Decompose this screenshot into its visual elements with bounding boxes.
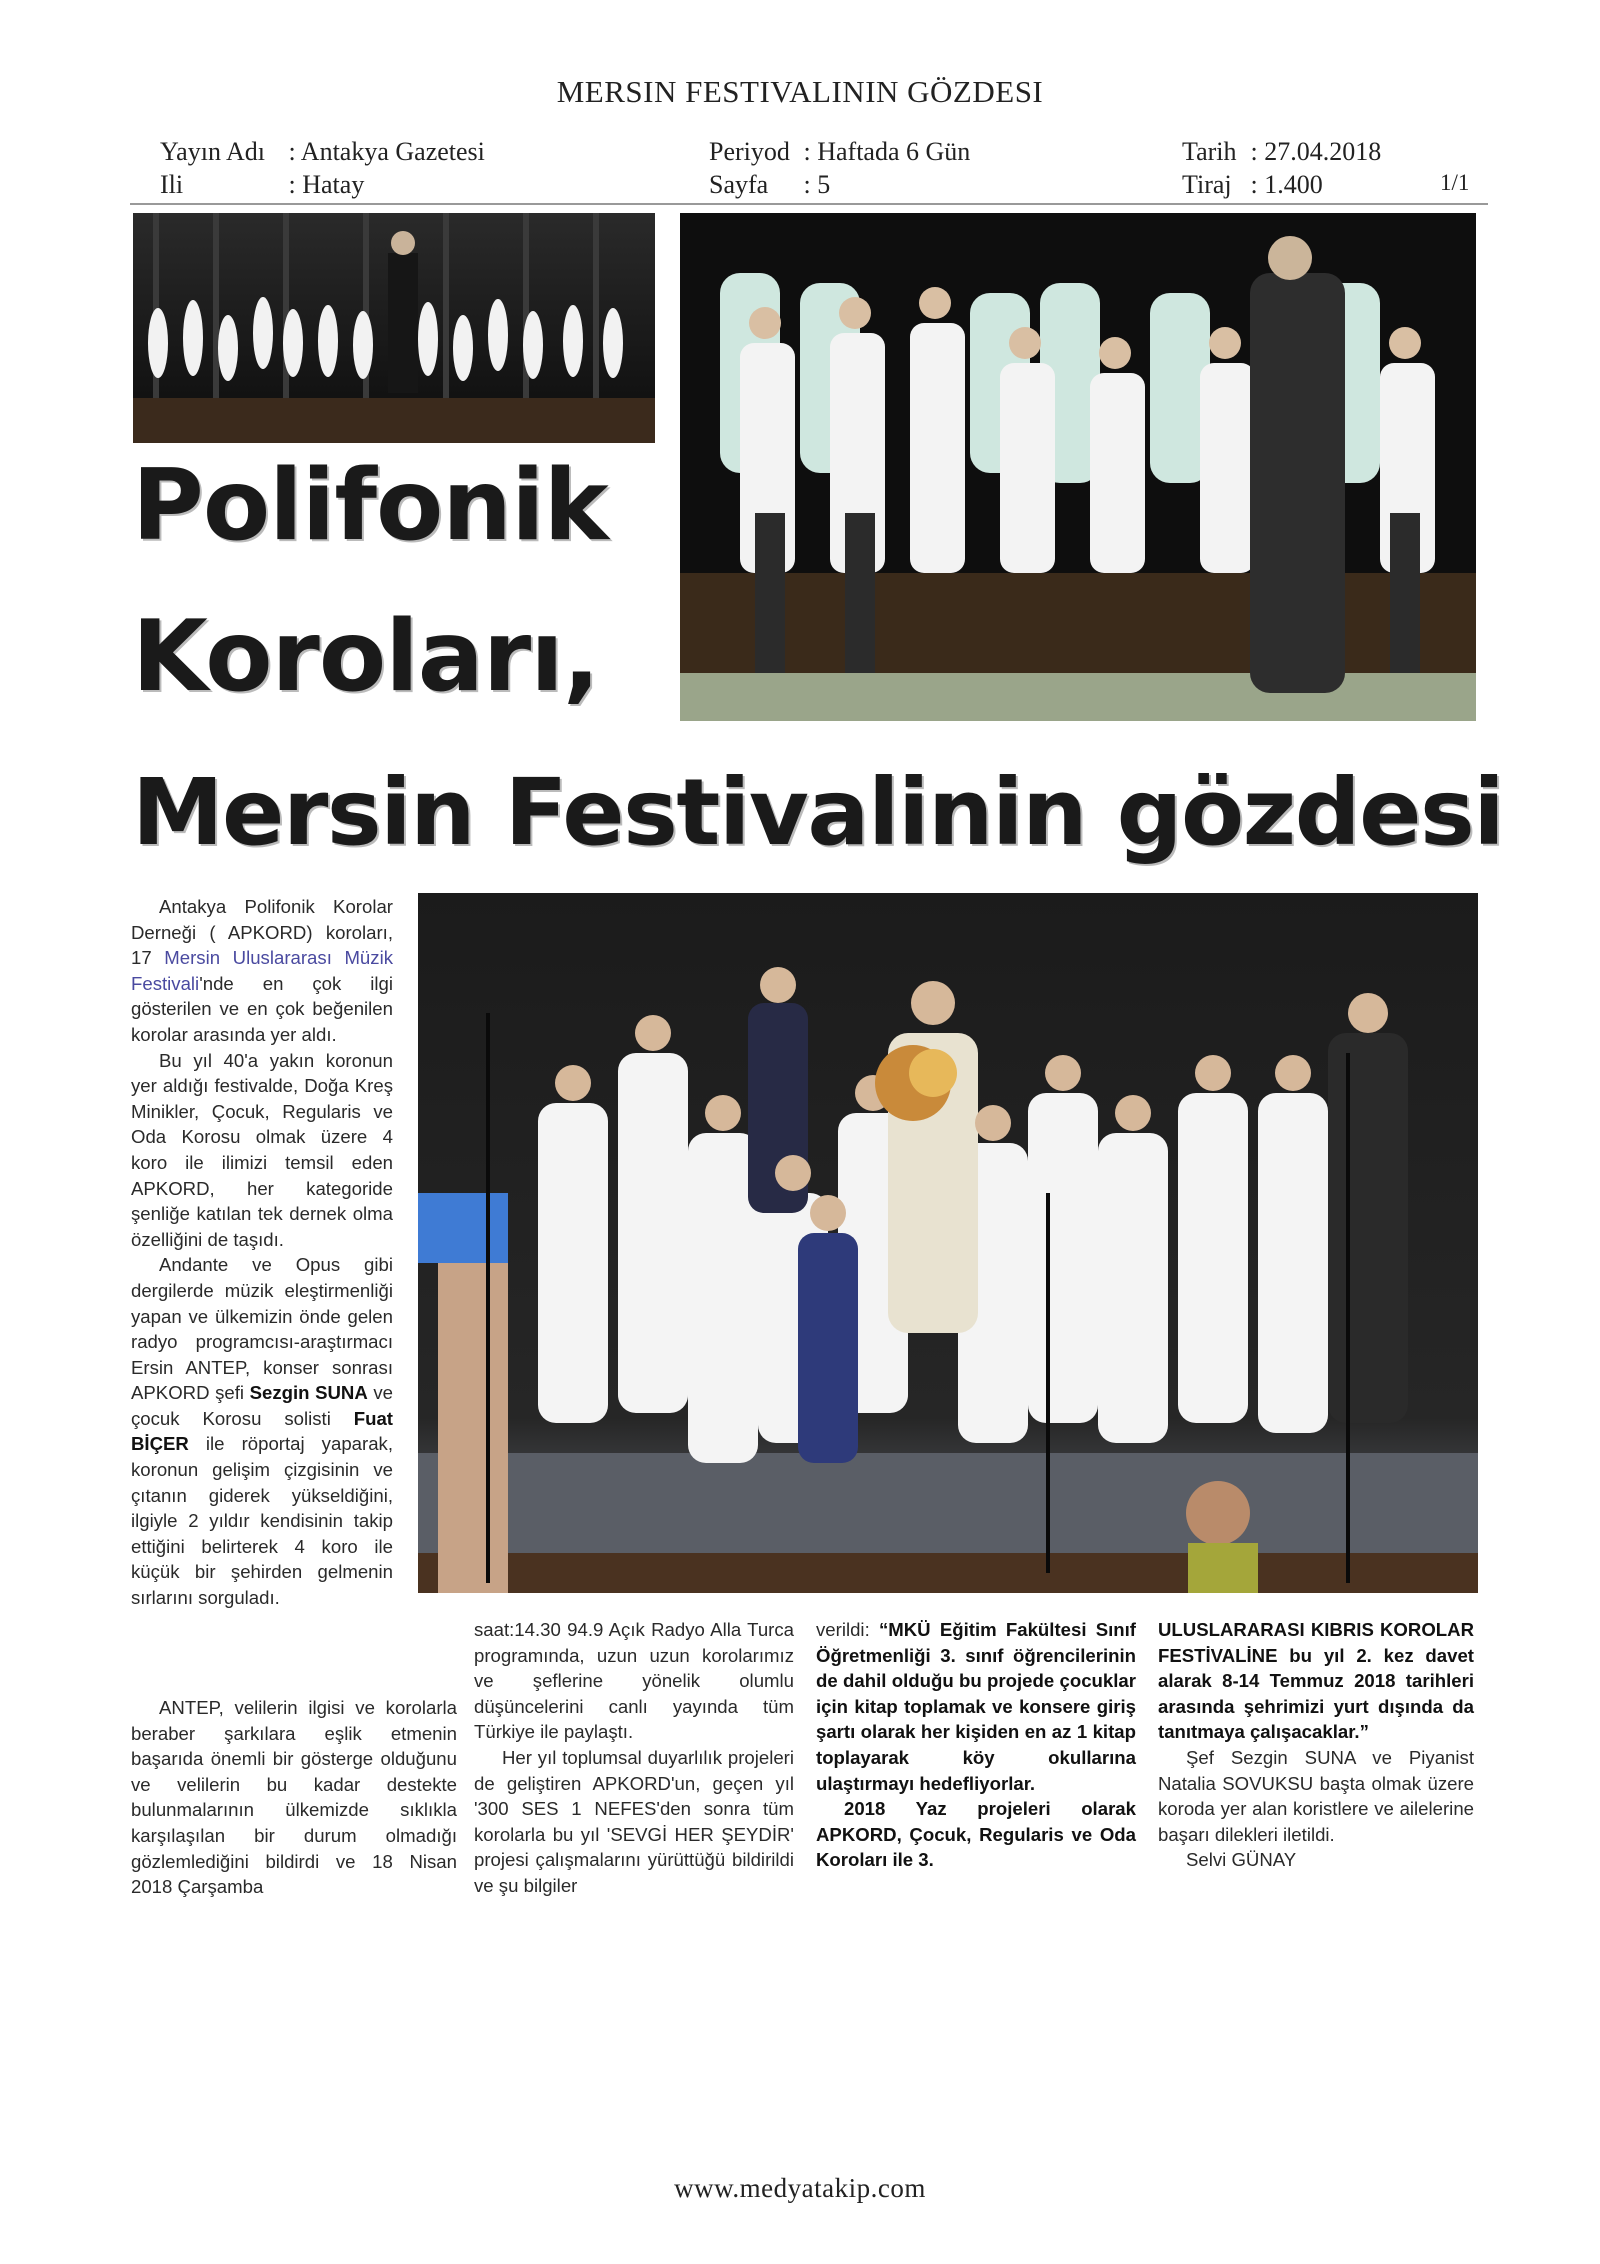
meta-yayin: Yayın Adı : Antakya Gazetesi [160,137,485,166]
meta-tarih-value: 27.04.2018 [1264,137,1382,166]
choir-photo-graphic [680,213,1476,721]
meta-yayin-label: Yayın Adı [160,137,266,166]
meta-periyod-value: Haftada 6 Gün [817,137,971,166]
meta-tarih-label: Tarih [1182,137,1237,166]
meta-tiraj: Tiraj : 1.400 [1182,170,1323,199]
paragraph: ULUSLARARASI KIBRIS KOROLAR FESTİVALİNE bu yıl 2. kez davet alarak 8-14 Temmuz 2018 tarihleri arasında şehrimizi yurt dışında da tanıtmaya çalışacaklar.” [1158,1619,1474,1743]
meta-periyod: Periyod : Haftada 6 Gün [709,137,971,166]
meta-periyod-label: Periyod [709,137,790,166]
meta-sayfa: Sayfa : 5 [709,170,831,199]
paragraph: 2018 Yaz projeleri olarak APKORD, Çocuk, Regularis ve Oda Koroları ile 3. [816,1798,1136,1871]
meta-il-label: Ili [160,170,184,199]
document-title: MERSIN FESTIVALININ GÖZDESI [556,74,1044,109]
bold-text: Fuat BİÇER [131,1407,393,1455]
paragraph [131,1252,393,1610]
footer-url[interactable]: www.medyatakip.com [674,2173,926,2203]
headline-line1: Polifonik [132,449,608,563]
bold-text: “MKÜ Eğitim Fakültesi Sınıf Öğretmenliği 3. sınıf öğrencilerinin de dahil olduğu bu projede çocuklar için kitap toplamak ve konsere giriş şartı olarak her kişiden en az 1 kitap toplayarak köy okullarına ulaştırmayı hedefliyorlar. [816,1619,1136,1794]
photo-main [418,893,1478,1593]
article-column-1-lower [131,1695,457,1900]
text: Andante ve Opus gibi dergilerde müzik eleştirmenliği yapan ve ülkemizin önde gelen radyo programcısı-araştırmacı Ersin ANTEP, konser sonrası APKORD şefi [131,1254,393,1404]
meta-tiraj-label: Tiraj [1182,170,1232,199]
meta-tiraj-value: 1.400 [1264,170,1323,199]
meta-sayfa-value: 5 [817,170,831,199]
headline-line3: Mersin Festivalinin gözdesi [132,759,1504,866]
paragraph [816,1617,1136,1796]
meta-sayfa-label: Sayfa [709,170,769,199]
text: Antakya Polifonik Korolar Derneği ( APKORD) koroları, 17 [131,896,393,969]
paragraph: Şef Sezgin SUNA ve Piyanist Natalia SOVUKSU başta olmak üzere koroda yer alan koristlere ve ailelerine başarı dilekleri iletildi. [1158,1746,1474,1845]
author-byline: Selvi GÜNAY [1186,1849,1297,1871]
meta-tarih: Tarih : 27.04.2018 [1182,137,1382,166]
photo-top-left [133,213,655,443]
paragraph: Her yıl toplumsal duyarlılık projeleri de geliştiren APKORD'un, geçen yıl '300 SES 1 NEFES'den sonra tüm korolarla bu yıl 'SEVGİ HER ŞEYDİR' projesi çalışmalarını yürüttüğü bildirildi ve şu bilgiler [474,1746,794,1896]
headline-line2: Koroları, [132,600,600,714]
bold-text: Sezgin SUNA [249,1382,368,1404]
paragraph: Bu yıl 40'a yakın koronun yer aldığı festivalde, Doğa Kreş Minikler, Çocuk, Regularis ve Oda Korosu olmak üzere 4 koro ile ilimizi temsil eden APKORD, her kategoride şenliğe katılan tek dernek olma özelliğini de taşıdı. [131,1049,393,1250]
meta-yayin-value: Antakya Gazetesi [300,137,485,166]
article-column-1 [131,894,393,1611]
group-photo-graphic [418,893,1478,1593]
stage-photo-graphic [133,213,655,443]
text: ve çocuk Korosu solisti [131,1382,394,1429]
article-column-2 [474,1617,794,1899]
text: 'nde en çok ilgi gösterilen ve en çok beğenilen korolar arasında yer aldı. [131,972,393,1045]
paragraph [131,894,393,1048]
festival-link[interactable]: Mersin Uluslararası Müzik Festivali [131,947,393,994]
article-column-3 [816,1617,1136,1873]
page-count: 1/1 [1440,170,1470,195]
header-rule [130,203,1488,205]
paragraph: saat:14.30 94.9 Açık Radyo Alla Turca programında, uzun uzun korolarımız ve şeflerine yönelik olumlu düşüncelerini canlı yayında tüm Türkiye ile paylaştı. [474,1619,794,1743]
text: verildi: [816,1619,879,1640]
meta-il: Ili : Hatay [160,170,365,199]
photo-top-right [680,213,1476,721]
text: ile röportaj yaparak, koronun gelişim çizgisinin ve çıtanın giderek yükseldiğini, ilgiyle 2 yıldır kendisinin takip ettiğini belirterek 4 koro ile küçük bir şehirden gelmenin sırlarını sorguladı. [131,1433,393,1609]
paragraph: ANTEP, velilerin ilgisi ve korolarla beraber şarkılara eşlik etmenin başarıda önemli bir gösterge olduğunu ve velilerin bu kadar destekte bulunmalarının ülkemizde sıklıkla karşılaşılan bir durum olmadığı gözlemlediğini bildirdi ve 18 Nisan 2018 Çarşamba [131,1697,457,1898]
article-column-4 [1158,1617,1474,1873]
meta-il-value: Hatay [302,170,365,199]
